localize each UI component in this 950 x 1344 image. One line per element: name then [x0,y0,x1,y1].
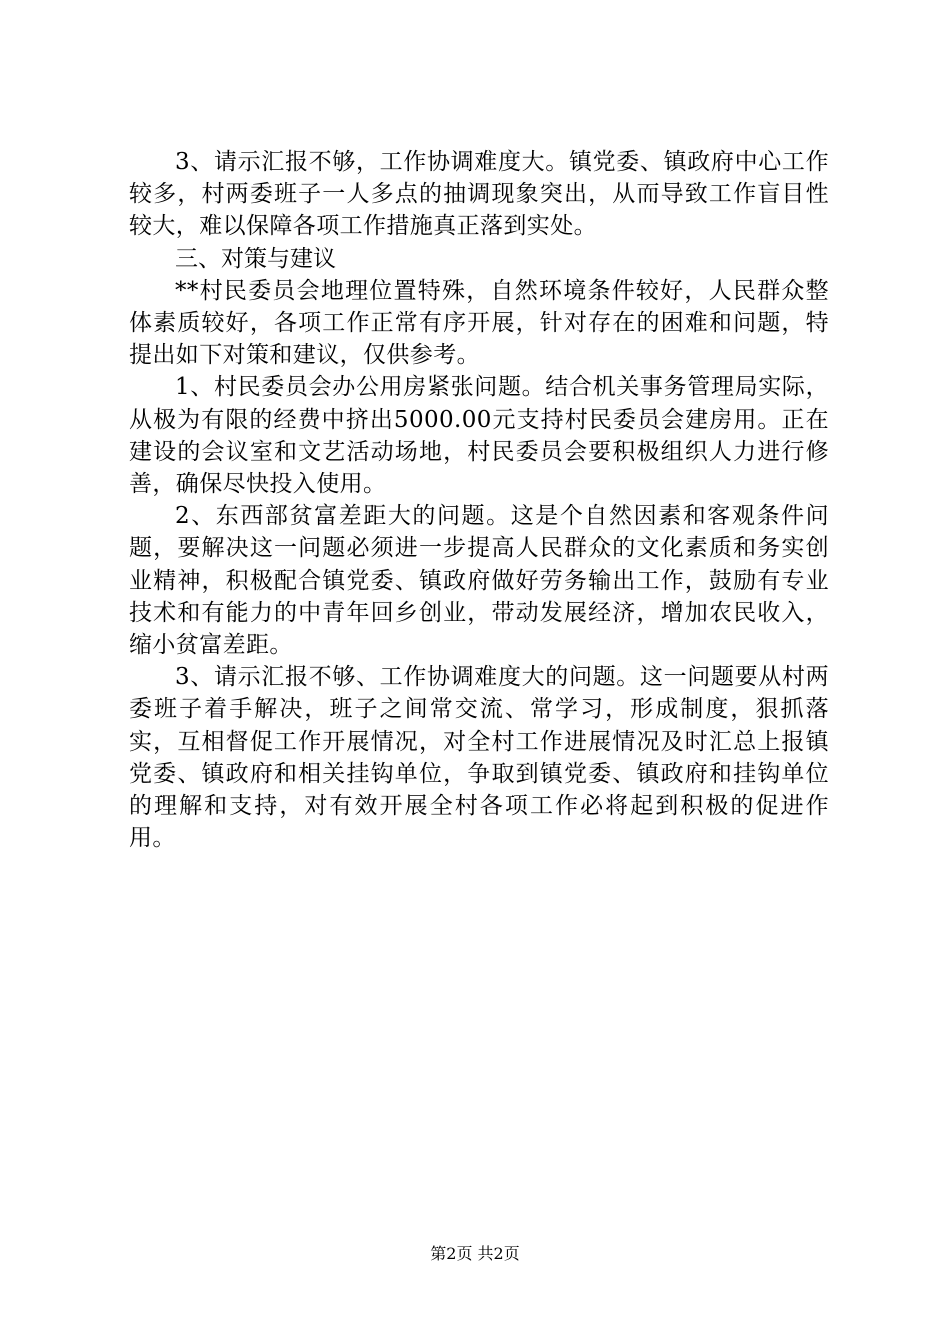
document-body [129,146,829,854]
paragraph-measure-3: 3、请示汇报不够、工作协调难度大的问题。这一问题要从村两委班子着手解决，班子之间常交流、常学习，形成制度，狠抓落实，互相督促工作开展情况，对全村工作进展情况及时汇总上报镇党委、镇政府和相关挂钩单位，争取到镇党委、镇政府和挂钩单位的理解和支持，对有效开展全村各项工作必将起到积极的促进作用。 [129,664,829,852]
paragraph-issue-3: 3、请示汇报不够，工作协调难度大。镇党委、镇政府中心工作较多，村两委班子一人多点的抽调现象突出，从而导致工作盲目性较大，难以保障各项工作措施真正落到实处。 [129,149,829,240]
paragraph-measure-1: 1、村民委员会办公用房紧张问题。结合机关事务管理局实际，从极为有限的经费中挤出5000.00元支持村民委员会建房用。正在建设的会议室和文艺活动场地，村民委员会要积极组织人力进行修善，确保尽快投入使用。 [129,374,829,498]
paragraph-measure-2: 2、东西部贫富差距大的问题。这是个自然因素和客观条件问题，要解决这一问题必须进一步提高人民群众的文化素质和务实创业精神，积极配合镇党委、镇政府做好劳务输出工作，鼓励有专业技术和有能力的中青年回乡创业，带动发展经济，增加农民收入，缩小贫富差距。 [129,503,829,659]
page-footer: 第2页 共2页 [430,1244,520,1263]
paragraph-intro: **村民委员会地理位置特殊，自然环境条件较好，人民群众整体素质较好，各项工作正常有序开展，针对存在的困难和问题，特提出如下对策和建议，仅供参考。 [129,277,829,369]
section-heading: 三、对策与建议 [175,245,336,272]
